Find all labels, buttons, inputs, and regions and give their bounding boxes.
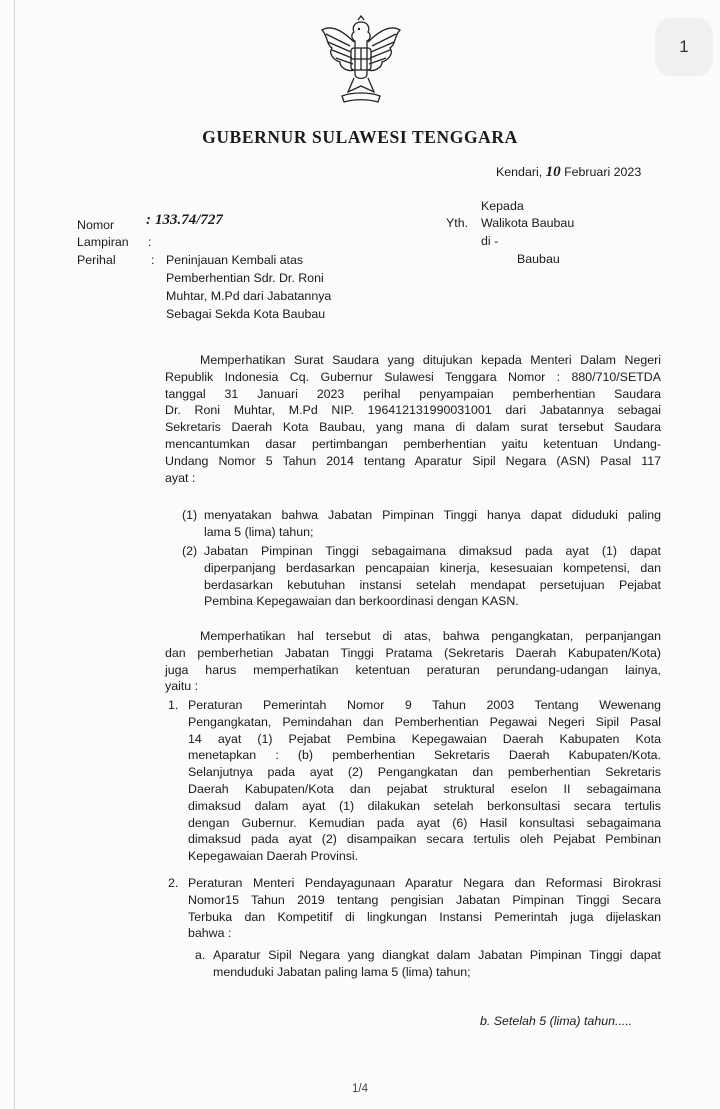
rule-line: menetapkan : (b) pemberhentian Sekretaris Daerah Kabupaten/Kota. (188, 748, 661, 763)
rule-line: Nomor15 Tahun 2019 tentang pengisian Jabatan Pimpinan Tinggi Secara (188, 892, 661, 907)
page-edge-left (14, 0, 15, 1109)
subpoint-a (213, 947, 661, 981)
perihal-line: Sebagai Sekda Kota Baubau (166, 307, 326, 321)
perihal-line: Peninjauan Kembali atas (166, 253, 304, 267)
paragraph-line: ayat : (165, 470, 196, 485)
letter-date (496, 164, 641, 181)
perihal-label: Perihal (77, 253, 116, 267)
continuation-note: b. Setelah 5 (lima) tahun..... (480, 1014, 633, 1028)
point-1 (204, 507, 661, 541)
rule-line: 14 ayat (1) Pejabat Pembina Kepegawaian Daerah Kabupaten Kota (188, 731, 661, 746)
recipient-city: Baubau (517, 252, 560, 266)
nomor-colon: : (146, 212, 151, 228)
letter-title: GUBERNUR SULAWESI TENGGARA (202, 127, 518, 147)
subpoint-number: a. (195, 948, 206, 962)
rule-line: Peraturan Pemerintah Nomor 9 Tahun 2003 Tentang Wewenang (188, 698, 661, 712)
paragraph-2 (165, 628, 661, 695)
recipient-di: di - (481, 234, 499, 248)
point-line: lama 5 (lima) tahun; (204, 524, 314, 539)
rule-1 (188, 697, 661, 865)
point-line: menyatakan bahwa Jabatan Pimpinan Tinggi hanya dapat diduduki paling (204, 508, 661, 522)
point-number: (1) (182, 508, 198, 522)
point-2 (204, 543, 661, 610)
nomor-value-handwritten: 133.74/727 (155, 212, 223, 228)
paragraph-line: Memperhatikan Surat Saudara yang ditujukan kepada Menteri Dalam Negeri (200, 353, 661, 367)
point-line: Jabatan Pimpinan Tinggi sebagaimana dimaksud pada ayat (1) dapat (204, 544, 661, 558)
page-footer-counter: 1/4 (352, 1083, 368, 1095)
paragraph-line: juga harus memperhatikan ketentuan peraturan perundang-udangan lainya, (165, 662, 661, 677)
paragraph-line: Memperhatikan hal tersebut di atas, bahwa pengangkatan, perpanjangan (200, 629, 661, 643)
garuda-emblem-icon (318, 14, 404, 106)
subpoint-line: menduduki Jabatan paling lama 5 (lima) tahun; (213, 964, 471, 979)
paragraph-line: Dr. Roni Muhtar, M.Pd NIP. 196412131990031001 dari Jabatannya sebagai (165, 403, 661, 418)
rule-line: dengan Gubernur. Kemudian pada ayat (6) Hasil konsultasi sebagaimana (188, 815, 661, 830)
recipient-name: Walikota Baubau (481, 216, 575, 230)
rule-line: Pengangkatan, Pemindahan dan Pemberhentian Pegawai Negeri Sipil Pasal (188, 714, 661, 729)
point-line: berdasarkan kebutuhan instansi setelah mendapat persetujuan Pejabat (204, 577, 661, 592)
perihal-line: Pemberhentian Sdr. Dr. Roni (166, 271, 324, 285)
paragraph-line: dan pemberhetian Jabatan Tinggi Pratama (Sekretaris Daerah Kabupaten/Kota) (165, 645, 661, 660)
date-month-year: Februari 2023 (564, 165, 642, 179)
subpoint-line: Aparatur Sipil Negara yang diangkat dalam Jabatan Pimpinan Tinggi dapat (213, 948, 661, 962)
perihal-colon: : (151, 253, 155, 267)
rule-number: 2. (168, 876, 179, 890)
rule-line: Selanjutnya pada ayat (2) Pengangkatan dan pemberhentian Sekretaris (188, 765, 661, 780)
paragraph-1 (165, 352, 661, 486)
paragraph-line: yaitu : (165, 679, 199, 694)
point-line: Pembina Kepegawaian dan berkoordinasi dengan KASN. (204, 594, 519, 609)
rule-line: Peraturan Menteri Pendayagunaan Aparatur Negara dan Reformasi Birokrasi (188, 876, 661, 890)
nomor-label: Nomor (77, 218, 115, 232)
perihal-line: Muhtar, M.Pd dari Jabatannya (166, 289, 332, 303)
rule-line: Kepegawaian Daerah Provinsi. (188, 849, 359, 864)
lampiran-colon: : (148, 235, 152, 249)
rule-line: dimaksud pada ayat (2) disampaikan secara tertulis oleh Pejabat Pembinan (188, 832, 661, 847)
paragraph-line: Undang Nomor 5 Tahun 2014 tentang Aparatur Sipil Negara (ASN) Pasal 117 (165, 453, 661, 468)
paragraph-line: Sekretaris Daerah Kota Baubau, yang mana di dalam surat tersebut Saudara (165, 420, 661, 435)
page-number-badge[interactable]: 1 (655, 18, 713, 76)
rule-line: Terbuka dan Kompetitif di lingkungan Instansi Pemerintah juga dijelaskan (188, 909, 661, 924)
recipient-yth: Yth. (446, 216, 469, 230)
point-line: diperpanjang berdasarkan pencapaian kinerja, kesesuaian kompetensi, dan (204, 560, 661, 575)
rule-number: 1. (168, 698, 179, 712)
rule-2 (188, 875, 661, 942)
rule-line: dimaksud dalam ayat (1) dilakukan setelah berkonsultasi secara tertulis (188, 798, 661, 813)
rule-line: bahwa : (188, 926, 232, 941)
date-day-handwritten: 10 (545, 164, 561, 180)
paragraph-line: mencantumkan dasar pertimbangan pemberhentian yaitu ketentuan Undang- (165, 436, 661, 451)
rule-line: Daerah Kabupaten/Kota dan pejabat struktural eselon II sebagaimana (188, 781, 661, 796)
paragraph-line: tanggal 31 Januari 2023 perihal penyampaian pemberhentian Saudara (165, 386, 661, 401)
paragraph-line: Republik Indonesia Cq. Gubernur Sulawesi Tenggara Nomor : 880/710/SETDA (165, 369, 661, 384)
date-place: Kendari, (496, 165, 543, 179)
recipient-kepada: Kepada (481, 199, 524, 213)
lampiran-label: Lampiran (77, 235, 129, 249)
point-number: (2) (182, 544, 198, 558)
